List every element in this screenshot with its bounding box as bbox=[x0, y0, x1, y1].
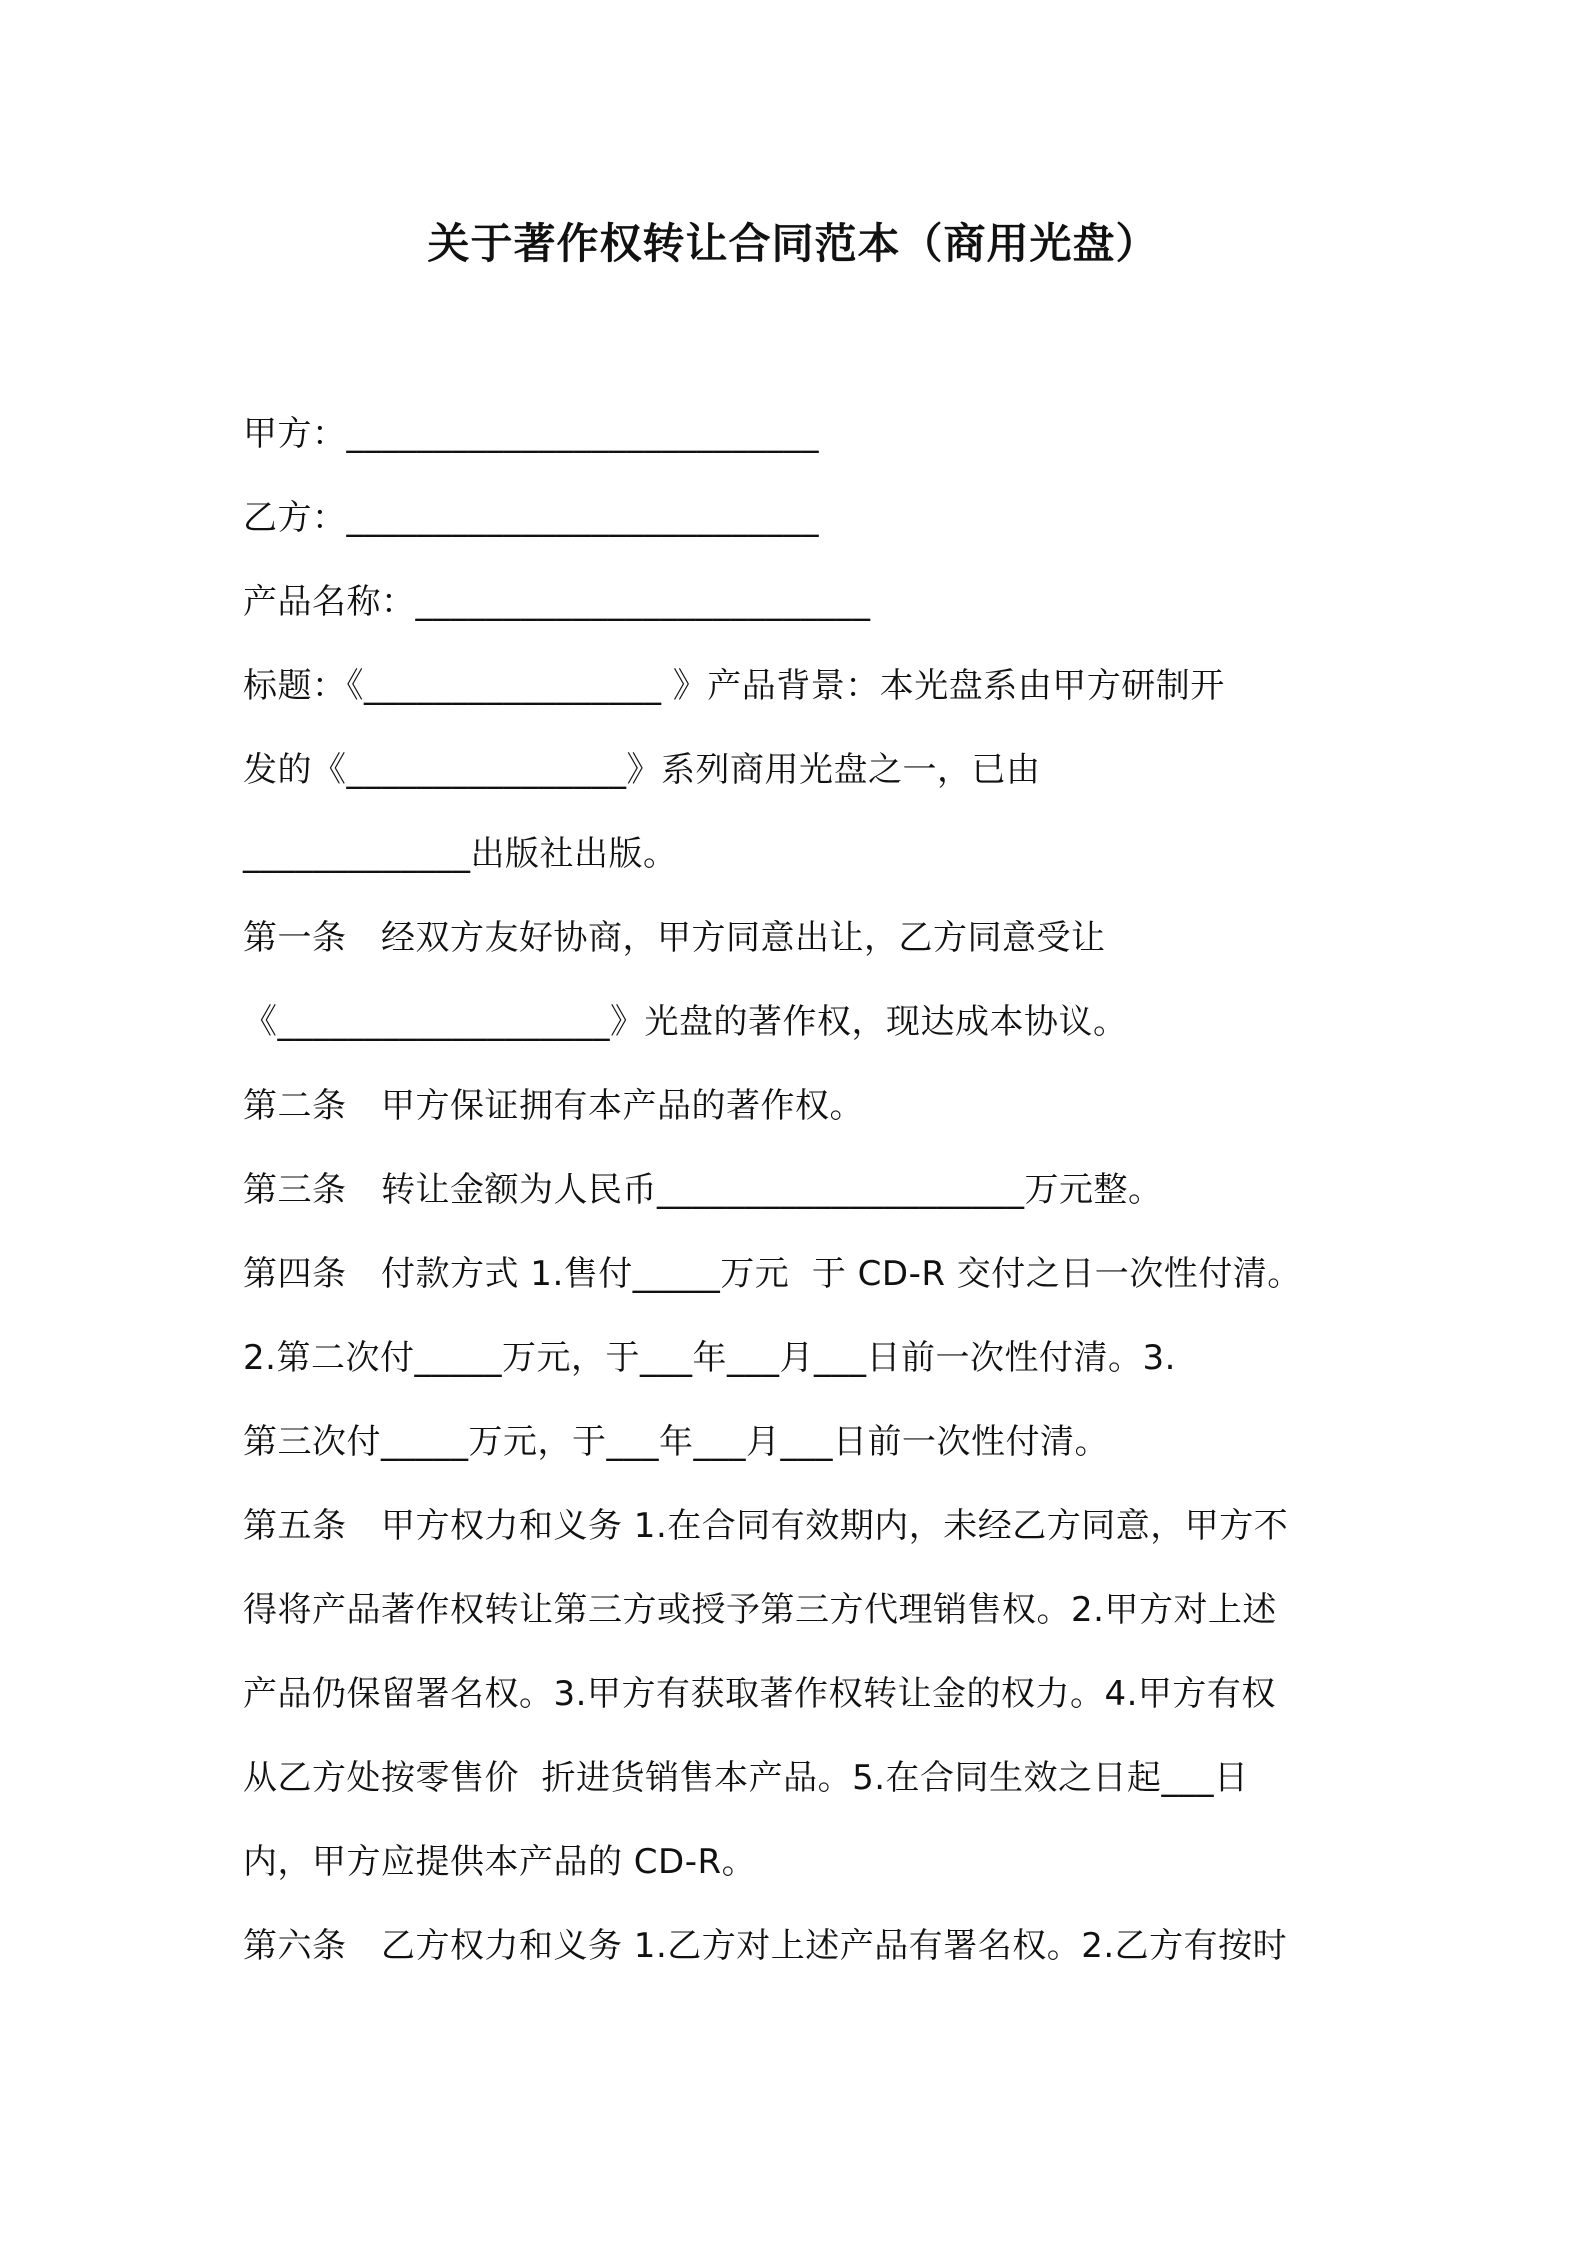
article-4-line: 第四条 付款方式 1.售付_____万元 于 CD-R 交付之日一次性付清。 bbox=[243, 1254, 1302, 1294]
body-line: 《___________________》光盘的著作权，现达成本协议。 bbox=[243, 1002, 1128, 1042]
party-b-line: 乙方：___________________________ bbox=[243, 498, 819, 538]
article-3-line: 第三条 转让金额为人民币_____________________万元整。 bbox=[243, 1170, 1163, 1210]
article-2-line: 第二条 甲方保证拥有本产品的著作权。 bbox=[243, 1086, 864, 1126]
document-title: 关于著作权转让合同范本（商用光盘） bbox=[427, 219, 1159, 268]
article-5-line: 第五条 甲方权力和义务 1.在合同有效期内，未经乙方同意，甲方不 bbox=[243, 1506, 1289, 1546]
body-line: 从乙方处按零售价 折进货销售本产品。5.在合同生效之日起___日 bbox=[243, 1758, 1249, 1798]
body-line: 第三次付_____万元，于___年___月___日前一次性付清。 bbox=[243, 1422, 1109, 1462]
article-1-line: 第一条 经双方友好协商，甲方同意出让，乙方同意受让 bbox=[243, 918, 1106, 958]
body-line: 2.第二次付_____万元，于___年___月___日前一次性付清。3. bbox=[243, 1338, 1176, 1378]
body-line: 发的《________________》系列商用光盘之一，已由 bbox=[243, 750, 1041, 790]
product-name-line: 产品名称：__________________________ bbox=[243, 582, 871, 622]
article-6-line: 第六条 乙方权力和义务 1.乙方对上述产品有署名权。2.乙方有按时 bbox=[243, 1926, 1288, 1966]
body-line: 内，甲方应提供本产品的 CD-R。 bbox=[243, 1842, 757, 1882]
party-a-line: 甲方：___________________________ bbox=[243, 414, 819, 454]
title-background-line: 标题：《_________________ 》产品背景：本光盘系由甲方研制开 bbox=[243, 666, 1225, 706]
body-line: 得将产品著作权转让第三方或授予第三方代理销售权。2.甲方对上述 bbox=[243, 1590, 1277, 1630]
body-line: _____________出版社出版。 bbox=[243, 834, 678, 874]
body-line: 产品仍保留署名权。3.甲方有获取著作权转让金的权力。4.甲方有权 bbox=[243, 1674, 1276, 1714]
